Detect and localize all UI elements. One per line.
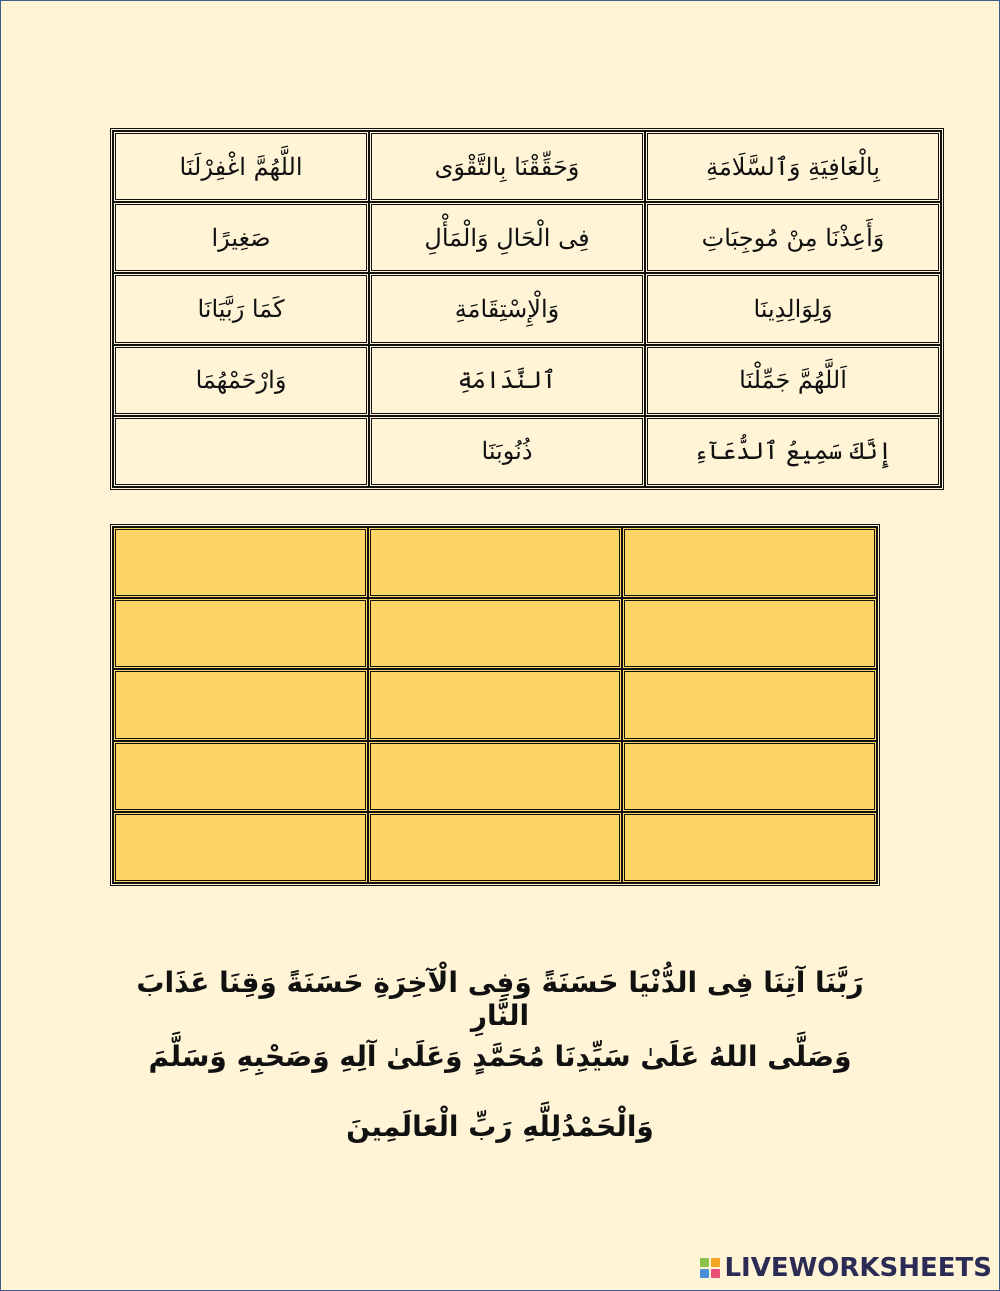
table-row [113,812,877,883]
table-row [113,345,941,416]
answer-drop-cell[interactable] [113,598,368,669]
word-cell[interactable]: كَمَا رَبَّيَانَا [113,273,369,344]
word-cell[interactable]: وَأَعِذْنَا مِنْ مُوجِبَاتِ [645,202,941,273]
word-cell[interactable]: صَغِيرًا [113,202,369,273]
table-row [113,202,941,273]
dua-line-3: وَالْحَمْدُلِلَّهِ رَبِّ الْعَالَمِينَ [346,1110,654,1143]
answer-table [110,524,880,886]
answer-drop-cell[interactable] [368,598,623,669]
answer-drop-cell[interactable] [113,741,368,812]
answer-drop-cell[interactable] [368,669,623,740]
word-cell[interactable]: اللَّهُمَّ اغْفِرْلَنَا [113,131,369,202]
word-cell[interactable]: وَلِوَالِدِينَا [645,273,941,344]
word-cell[interactable]: وَارْحَمْهُمَا [113,345,369,416]
table-row [113,273,941,344]
dua-line-2: وَصَلَّى اللهُ عَلَىٰ سَيِّدِنَا مُحَمَّدٍ وَعَلَىٰ آلِهِ وَصَحْبِهِ وَسَلَّمَ [148,1040,852,1073]
answer-drop-cell[interactable] [368,812,623,883]
words-table [110,128,944,490]
table-row [113,669,877,740]
logo-text: LIVEWORKSHEETS [724,1253,992,1283]
word-cell[interactable] [113,416,369,487]
liveworksheets-logo[interactable] [700,1253,992,1283]
word-cell[interactable]: ٱلنَّدَامَةِ [369,345,645,416]
table-row [113,527,877,598]
table-row [113,131,941,202]
word-cell[interactable]: وَحَقِّقْنَا بِالتَّقْوَى [369,131,645,202]
word-cell[interactable]: إِنَّكَ سَمِيعُ ٱلدُّعَآءِ [645,416,941,487]
answer-drop-cell[interactable] [622,812,877,883]
answer-drop-cell[interactable] [622,527,877,598]
answer-drop-cell[interactable] [622,598,877,669]
answer-drop-cell[interactable] [113,527,368,598]
word-cell[interactable]: وَالْإِسْتِقَامَةِ [369,273,645,344]
word-cell[interactable]: فِى الْحَالِ وَالْمَأْلِ [369,202,645,273]
word-cell[interactable]: ذُنُوبَنَا [369,416,645,487]
answer-drop-cell[interactable] [368,527,623,598]
answer-drop-cell[interactable] [113,669,368,740]
liveworksheets-logo-icon [700,1258,720,1278]
word-cell[interactable]: بِالْعَافِيَةِ وَٱلسَّلَامَةِ [645,131,941,202]
answer-drop-cell[interactable] [622,741,877,812]
word-cell[interactable]: اَللَّهُمَّ جَمِّلْنَا [645,345,941,416]
dua-line-1: رَبَّنَا آتِنَا فِى الدُّنْيَا حَسَنَةً وَفِى الْآخِرَةِ حَسَنَةً وَقِنَا عَذَابَ النَّارِ [136,966,864,1032]
table-row [113,416,941,487]
table-row [113,741,877,812]
answer-drop-cell[interactable] [113,812,368,883]
answer-drop-cell[interactable] [368,741,623,812]
table-row [113,598,877,669]
answer-drop-cell[interactable] [622,669,877,740]
